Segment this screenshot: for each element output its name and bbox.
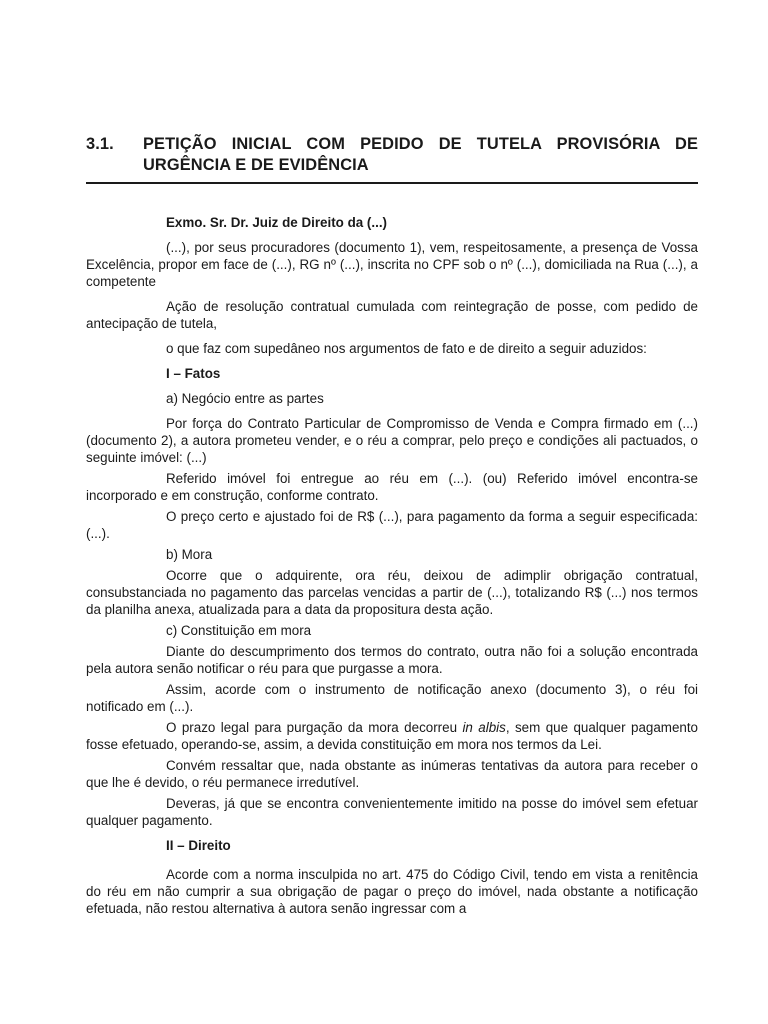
section-title: PETIÇÃO INICIAL COM PEDIDO DE TUTELA PROVISÓRIA DE URGÊNCIA E DE EVIDÊNCIA	[143, 135, 698, 174]
paragraph-default: Ocorre que o adquirente, ora réu, deixou de adimplir obrigação contratual, consubstanciada no pagamento das parcelas vencidas a partir de (...), totalizando R$ (...) nos termos da planilha anexa, atualizada para a data da propositura desta ação.	[86, 568, 698, 617]
salutation: Exmo. Sr. Dr. Juiz de Direito da (...)	[166, 215, 387, 230]
heading-fatos: I – Fatos	[166, 366, 221, 381]
paragraph-notified: Assim, acorde com o instrumento de notificação anexo (documento 3), o réu foi notificado em (...).	[86, 682, 698, 714]
paragraph-deadline-part2: , sem que qualquer pagamento fosse efetuado, operando-se, assim, a devida constituição em mora nos termos da Lei.	[86, 720, 699, 752]
paragraph-notification-decision: Diante do descumprimento dos termos do contrato, outra não foi a solução encontrada pela autora senão notificar o réu para que purgasse a mora.	[86, 644, 698, 676]
section-number: 3.1.	[86, 135, 114, 153]
document-page	[86, 134, 698, 921]
paragraph-contract: Por força do Contrato Particular de Compromisso de Venda e Compra firmado em (...) (documento 2), a autora prometeu vender, e o réu a comprar, pelo preço e condições ali pactuados, o seguinte imóvel: (...)	[86, 416, 698, 465]
paragraph-grounds: o que faz com supedâneo nos argumentos de fato e de direito a seguir aduzidos:	[166, 341, 647, 356]
paragraph-attempts: Convém ressaltar que, nada obstante as inúmeras tentativas da autora para receber o que lhe é devido, o réu permanece irredutível.	[86, 758, 698, 790]
paragraph-deadline-part1: O prazo legal para purgação da mora decorreu	[166, 720, 463, 735]
section-heading	[86, 134, 698, 176]
subheading-negocio: a) Negócio entre as partes	[166, 391, 324, 406]
paragraph-deadline	[86, 719, 698, 753]
paragraph-law: Acorde com a norma insculpida no art. 475 do Código Civil, tendo em vista a renitência do réu em não cumprir a sua obrigação de pagar o preço do imóvel, nada obstante a notificação efetuada, não restou alternativa à autora senão ingressar com a	[86, 867, 698, 916]
paragraph-action: Ação de resolução contratual cumulada com reintegração de posse, com pedido de antecipação de tutela,	[86, 299, 698, 331]
paragraph-delivery: Referido imóvel foi entregue ao réu em (...). (ou) Referido imóvel encontra-se incorporado e em construção, conforme contrato.	[86, 471, 698, 503]
document-body	[86, 214, 698, 917]
paragraph-parties: (...), por seus procuradores (documento 1), vem, respeitosamente, a presença de Vossa Excelência, propor em face de (...), RG nº (...), inscrita no CPF sob o nº (...), domiciliada na Rua (...), a competente	[86, 240, 698, 289]
paragraph-price: O preço certo e ajustado foi de R$ (...), para pagamento da forma a seguir especificada: (...).	[86, 509, 698, 541]
subheading-mora: b) Mora	[166, 547, 213, 562]
paragraph-deadline-emphasis: in albis	[462, 720, 506, 735]
heading-direito: II – Direito	[166, 838, 231, 853]
paragraph-possession: Deveras, já que se encontra convenientemente imitido na posse do imóvel sem efetuar qualquer pagamento.	[86, 796, 698, 828]
heading-rule	[86, 182, 698, 184]
subheading-constituicao: c) Constituição em mora	[166, 623, 312, 638]
